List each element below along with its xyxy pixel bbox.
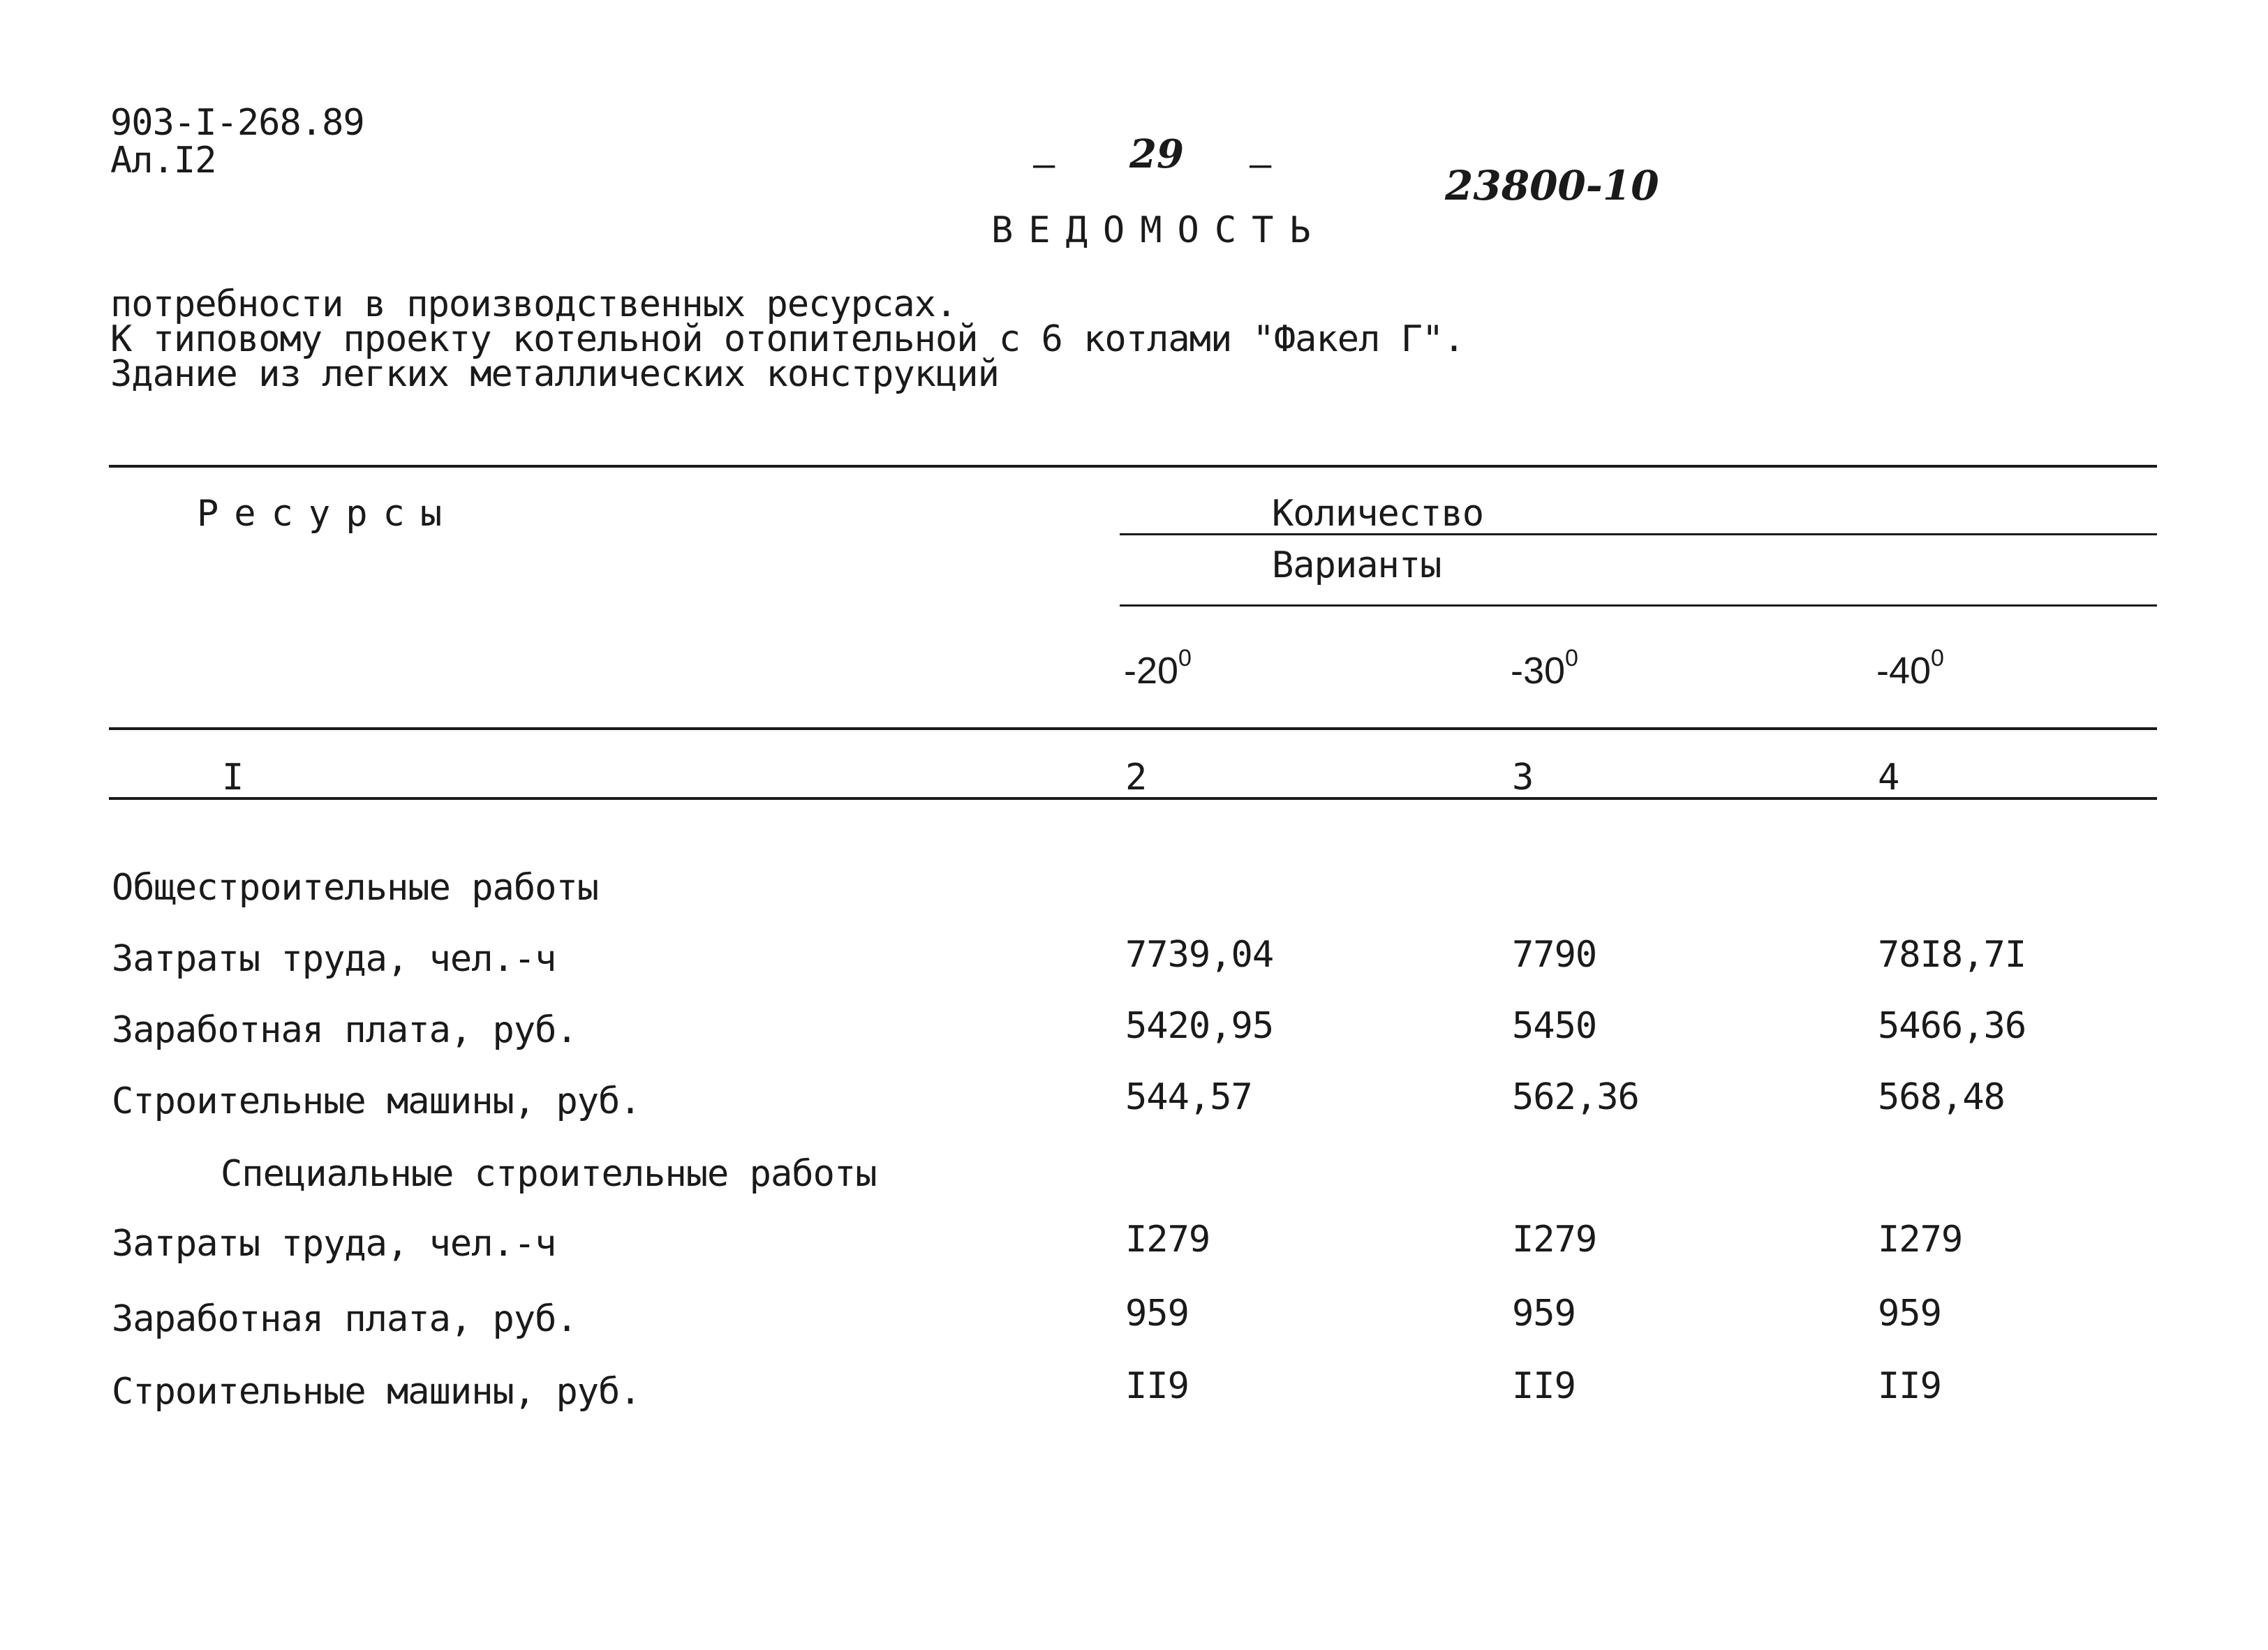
cell-variant-2: I279 — [1512, 1219, 1597, 1261]
row-label: Строительные машины, руб. — [112, 1080, 641, 1122]
column-number-2: 2 — [1125, 757, 1147, 798]
row-label: Заработная плата, руб. — [112, 1009, 577, 1051]
column-number-1: I — [222, 757, 244, 798]
cell-variant-1: I279 — [1125, 1219, 1210, 1261]
table-top-rule — [109, 465, 2157, 468]
cell-variant-3: 78I8,7I — [1878, 934, 2026, 976]
page-dash-left: – — [1033, 144, 1055, 186]
cell-variant-2: 959 — [1512, 1293, 1576, 1335]
section-title-general-construction: Общестроительные работы — [112, 867, 599, 909]
row-label: Затраты труда, чел.-ч — [112, 938, 556, 980]
variant-header-1: $-20^0$ — [1124, 645, 1192, 692]
cell-variant-2: 5450 — [1512, 1005, 1597, 1047]
variant-header-3: $-40^0$ — [1876, 645, 1944, 692]
cell-variant-1: II9 — [1125, 1365, 1189, 1407]
sheet-number: Ал.I2 — [110, 140, 216, 181]
cell-variant-3: 5466,36 — [1878, 1005, 2026, 1047]
cell-variant-3: 959 — [1878, 1293, 1941, 1335]
page-dash-right: – — [1250, 144, 1271, 186]
column-header-quantity: Количество — [1272, 493, 1484, 535]
cell-variant-1: 544,57 — [1125, 1076, 1252, 1118]
cell-variant-2: 562,36 — [1512, 1076, 1639, 1118]
variants-rule — [1120, 604, 2157, 607]
subtitle-line-1: потребности в производственных ресурсах. — [110, 283, 957, 325]
page-number: 29 — [1129, 131, 1184, 177]
section-title-special-construction: Специальные строительные работы — [221, 1153, 877, 1195]
cell-variant-1: 5420,95 — [1125, 1005, 1274, 1047]
column-header-resources: Ресурсы — [197, 493, 458, 535]
subtitle-line-2: К типовому проекту котельной отопительной с 6 котлами "Факел Г". — [110, 318, 1465, 360]
cell-variant-3: I279 — [1878, 1219, 1963, 1261]
header-bottom-rule — [109, 727, 2157, 730]
cell-variant-3: II9 — [1878, 1365, 1941, 1407]
subtitle-line-3: Здание из легких металлических конструкций — [110, 353, 999, 395]
row-label: Заработная плата, руб. — [112, 1298, 577, 1340]
document-title: ВЕДОМОСТЬ — [991, 209, 1326, 251]
column-header-variants: Варианты — [1272, 544, 1441, 586]
cell-variant-3: 568,48 — [1878, 1076, 2005, 1118]
document-code: 903-I-268.89 — [110, 102, 364, 144]
cell-variant-1: 7739,04 — [1125, 934, 1274, 976]
variant-header-2: $-30^0$ — [1511, 645, 1578, 692]
column-number-3: 3 — [1512, 757, 1534, 798]
inventory-number: 23800-10 — [1445, 162, 1659, 209]
cell-variant-2: 7790 — [1512, 934, 1597, 976]
cell-variant-1: 959 — [1125, 1293, 1189, 1335]
cell-variant-2: II9 — [1512, 1365, 1576, 1407]
column-number-4: 4 — [1878, 757, 1899, 798]
row-label: Строительные машины, руб. — [112, 1371, 641, 1413]
row-label: Затраты труда, чел.-ч — [112, 1223, 556, 1265]
